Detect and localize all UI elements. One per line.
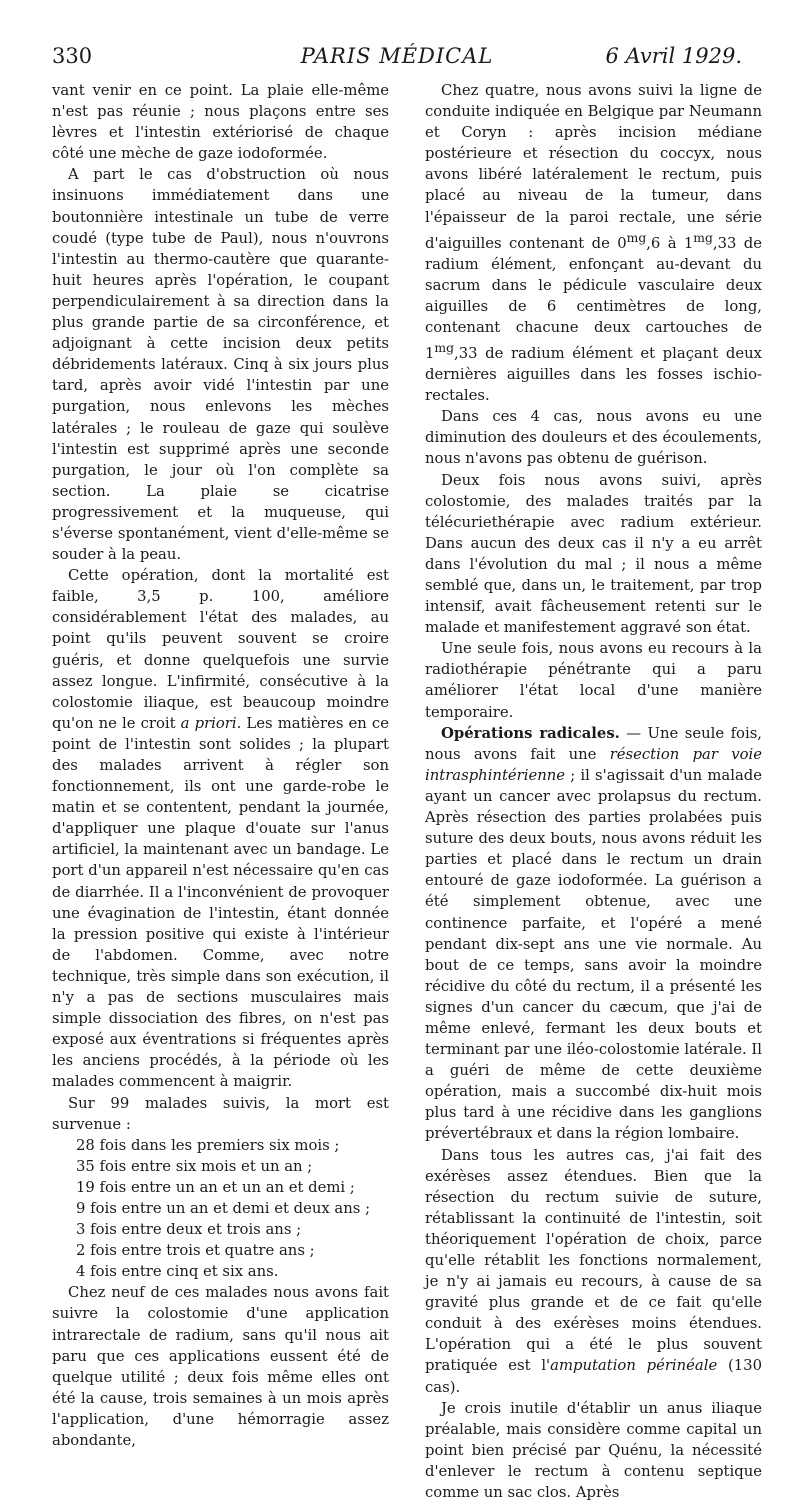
italic-term: a priori. <box>180 714 242 732</box>
page-number: 330 <box>52 44 93 68</box>
paragraph <box>425 1145 762 1398</box>
unit-superscript: mg <box>434 341 455 356</box>
paragraph: Deux fois nous avons suivi, après colostomie, des malades traités par la télécuriethérapie avec radium extérieur. Dans aucun des deux cas il n'y a eu arrêt dans l'évolution du mal ; il nous a même semblé que, dans un, le traitement, par trop intensif, avait fâcheusement retenti sur le malade et manifestement aggravé son état. <box>425 471 762 637</box>
list-item: 19 fois entre un an et un an et demi ; <box>76 1178 355 1196</box>
text-run: Dans tous les autres cas, j'ai fait des exérèses assez étendues. Bien que la résection du rectum suivie de suture, rétablissant la continuité de l'intestin, soit théoriquement l'opération de choix, parce qu'elle rétablit les fonctions normalement, je n'y ai jamais eu recours, à cause de sa gravité plus grande et de ce fait qu'elle conduit à des exérèses moins étendues. L'opération qui a été le plus souvent pratiquée est l' <box>425 1146 762 1375</box>
list-item: 2 fois entre trois et quatre ans ; <box>76 1242 315 1260</box>
italic-term: résection par voie intrasphintérienne <box>425 745 762 784</box>
text-run: Cette opération, dont la mortalité est faible, 3,5 p. 100, améliore considérablement l'état des malades, au point qu'ils peuvent souvent se croire guéris, et donne quelquefois une survie assez longue. L'infirmité, consécutive à la colostomie iliaque, est beaucoup moindre qu'on ne le croit <box>52 567 389 732</box>
text-run: ,33 de radium élément, enfonçant au-devant du sacrum dans le pédicule vasculaire deux aiguilles de 6 centimètres de long, contenant chacune deux cartouches de 1 <box>425 234 763 362</box>
paragraph <box>425 80 762 406</box>
list-item: 4 fois entre cinq et six ans. <box>76 1263 279 1281</box>
list-item: 35 fois entre six mois et un an ; <box>76 1157 313 1175</box>
mortality-list <box>52 1135 389 1283</box>
paragraph: Une seule fois, nous avons eu recours à la radiothérapie pénétrante qui a paru améliorer l'état local d'une manière temporaire. <box>425 640 762 721</box>
list-item: 9 fois entre un an et demi et deux ans ; <box>76 1199 371 1217</box>
text-run: (130 cas). <box>425 1357 762 1396</box>
list-item: 28 fois dans les premiers six mois ; <box>76 1136 340 1154</box>
text-run: ; il s'agissait d'un malade ayant un cancer avec prolapsus du rectum. Après résection des parties prolabées puis suture des deux bouts, nous avons réduit les parties et placé dans le rectum un drain entouré de gaze iodoformée. La guérison a été simplement obtenue, avec une continence parfaite, et l'opéré a mené pendant dix-sept ans une vie normale. Au bout de ce temps, sans avoir la moindre récidive du côté du rectum, il a présenté les signes d'un cancer du cæcum, que j'ai de même enlevé, fermant les deux bouts et terminant par une iléo-colostomie latérale. Il a guéri de même de cette deuxième opération, mais a succombé dix-huit mois plus tard à une récidive dans les ganglions prévertébraux et dans la région lombaire. <box>425 766 762 1143</box>
list-item: 3 fois entre deux et trois ans ; <box>76 1221 302 1239</box>
left-column <box>52 80 389 1451</box>
unit-superscript: mg <box>626 230 647 245</box>
journal-title: PARIS MÉDICAL <box>300 44 494 68</box>
text-run: Chez quatre, nous avons suivi la ligne de conduite indiquée en Belgique par Neumann et Coryn : après incision médiane postérieure et résection du coccyx, nous avons libéré latéralement le rectum, puis placé au niveau de la tumeur, dans l'épaisseur de la paroi rectale, une série d'aiguilles contenant de 0 <box>425 82 762 252</box>
list-intro: Sur 99 malades suivis, la mort est survenue : <box>52 1094 389 1133</box>
text-run: ,33 de radium élément et plaçant deux dernières aiguilles dans les fosses ischio-rectales. <box>425 344 762 405</box>
paragraph: vant venir en ce point. La plaie elle-même n'est pas réunie ; nous plaçons entre ses lèvres et l'intestin extériorisé de chaque côté une mèche de gaze iodoformée. <box>52 82 389 163</box>
paragraph: Je crois inutile d'établir un anus iliaque préalable, mais considère comme capital un point bien précisé par Quénu, la nécessité d'enlever le rectum à contenu septique comme un sac clos. Après <box>425 1399 762 1502</box>
paragraph: Dans ces 4 cas, nous avons eu une diminution des douleurs et des écoulements, nous n'avons pas obtenu de guérison. <box>425 408 762 468</box>
right-column <box>425 80 762 1503</box>
section-heading: Opérations radicales. <box>441 724 620 742</box>
paragraph: Chez neuf de ces malades nous avons fait suivre la colostomie d'une application intrarectale de radium, sans qu'il nous ait paru que ces applications eussent été de quelque utilité ; deux fois même elles ont été la cause, trois semaines à un mois après l'application, d'une hémorragie assez abondante, <box>52 1284 389 1449</box>
paragraph <box>425 723 762 1145</box>
text-run: ,6 à 1 <box>646 234 694 252</box>
issue-date: 6 Avril 1929. <box>605 44 742 68</box>
paragraph: A part le cas d'obstruction où nous insinuons immédiatement dans une boutonnière intestinale un tube de verre coudé (type tube de Paul), nous n'ouvrons l'intestin au thermo-cautère que quarante-huit heures après l'opération, le coupant perpendiculairement à sa direction dans la plus grande partie de sa circonférence, et adjoignant à cette incision deux petits débridements latéraux. Cinq à six jours plus tard, après avoir vidé l'intestin par une purgation, nous enlevons les mèches latérales ; le rouleau de gaze qui soulève l'intestin est supprimé après une seconde purgation, le jour où l'on complète sa section. La plaie se cicatrise progressivement et la muqueuse, qui s'éverse spontanément, vient d'elle-même se souder à la peau. <box>52 166 389 564</box>
page-header <box>52 44 742 74</box>
text-run: Les matières en ce point de l'intestin sont solides ; la plupart des malades arrivent à régler son fonctionnement, ils ont une garde-robe le matin et se contentent, pendant la journée, d'appliquer une plaque d'ouate sur l'anus artificiel, la maintenant avec un bandage. Le port d'un appareil n'est nécessaire qu'en cas de diarrhée. Il a l'inconvénient de provoquer une évagination de l'intestin, étant donnée la pression positive qui existe à l'intérieur de l'abdomen. Comme, avec notre technique, très simple dans son exécution, il n'y a pas de sections musculaires mais simple dissociation des fibres, on n'est pas exposé aux éventrations si fréquentes après les anciens procédés, à la période où les malades commencent à maigrir. <box>52 714 389 1091</box>
paragraph <box>52 565 389 1092</box>
italic-term: amputation périnéale <box>550 1357 718 1375</box>
unit-superscript: mg <box>693 230 713 245</box>
text-run: — Une seule fois, nous avons fait une <box>425 724 762 763</box>
